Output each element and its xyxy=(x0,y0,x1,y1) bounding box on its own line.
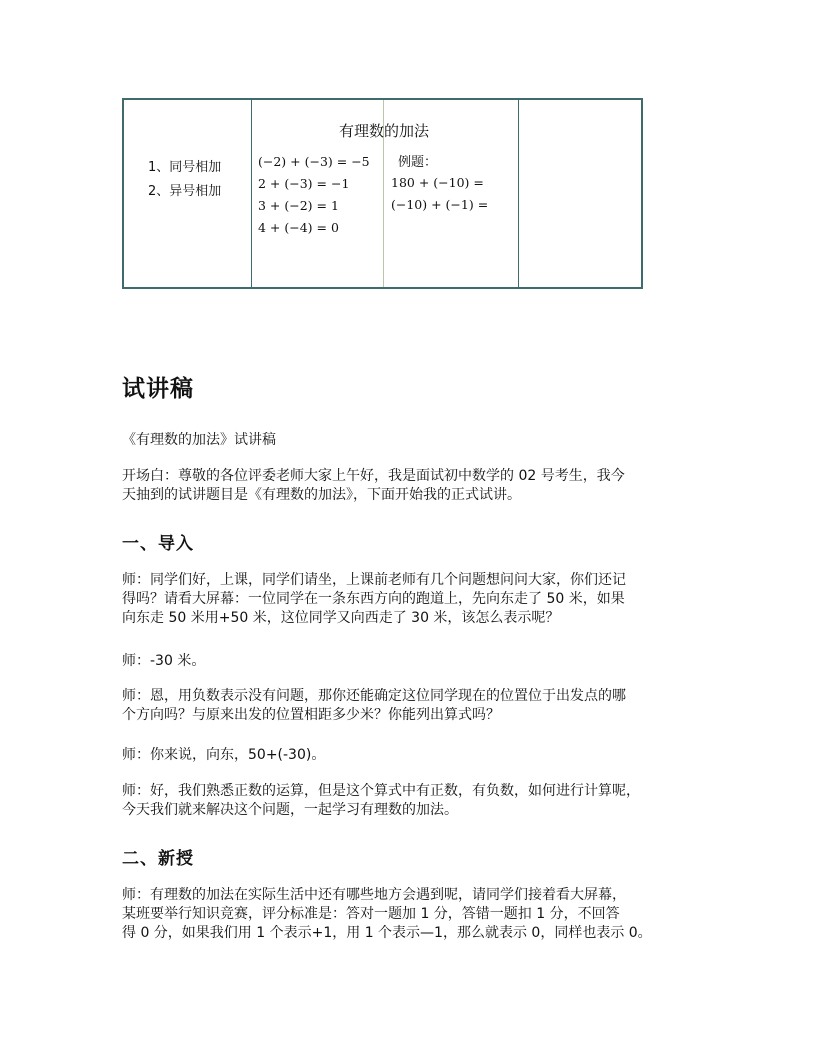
section-heading-intro: 一、导入 xyxy=(122,534,194,554)
paragraph xyxy=(122,782,722,820)
text-line: 个方向吗？与原来出发的位置相距多少米？你能列出算式吗？ xyxy=(122,707,500,723)
text-line: 某班要举行知识竞赛，评分标准是：答对一题加 1 分，答错一题扣 1 分，不回答 xyxy=(122,906,620,922)
board-title: 有理数的加法 xyxy=(338,122,429,140)
equation: 4 + (−4) = 0 xyxy=(258,220,339,235)
text-line: 师：好，我们熟悉正数的运算，但是这个算式中有正数，有负数，如何进行计算呢， xyxy=(122,783,640,799)
text-line: 师：有理数的加法在实际生活中还有哪些地方会遇到呢，请同学们接着看大屏幕， xyxy=(122,887,626,903)
column-divider xyxy=(518,100,519,287)
outline-item: 2、异号相加 xyxy=(148,184,222,199)
text-line: 得吗？请看大屏幕：一位同学在一条东西方向的跑道上，先向东走了 50 米，如果 xyxy=(122,591,625,607)
equation: 2 + (−3) = −1 xyxy=(258,176,350,191)
outline-item: 1、同号相加 xyxy=(148,160,222,175)
equation: 3 + (−2) = 1 xyxy=(258,198,339,213)
section-heading-new-lesson: 二、新授 xyxy=(122,849,194,869)
paragraph: 师：你来说，向东，50+(-30)。 xyxy=(122,747,326,763)
text-line: 今天我们就来解决这个问题，一起学习有理数的加法。 xyxy=(122,802,458,818)
example-label: 例题： xyxy=(398,155,438,170)
text-line: 师：恩，用负数表示没有问题，那你还能确定这位同学现在的位置位于出发点的哪 xyxy=(122,688,626,704)
equation: (−2) + (−3) = −5 xyxy=(258,154,370,169)
text-line: 师：同学们好，上课，同学们请坐，上课前老师有几个问题想问问大家，你们还记 xyxy=(122,572,626,588)
blackboard-table xyxy=(122,98,643,289)
text-line: 天抽到的试讲题目是《有理数的加法》，下面开始我的正式试讲。 xyxy=(122,487,521,503)
paragraph xyxy=(122,886,722,943)
text-line: 向东走 50 米用+50 米，这位同学又向西走了 30 米，该怎么表示呢？ xyxy=(122,610,560,626)
example-equation: (−10) + (−1) = xyxy=(391,197,489,212)
text-line: 得 0 分，如果我们用 1 个表示+1，用 1 个表示—1，那么就表示 0，同样也表示 0。 xyxy=(122,925,652,941)
paragraph xyxy=(122,687,722,725)
document-subtitle: 《有理数的加法》试讲稿 xyxy=(122,432,276,448)
paragraph xyxy=(122,571,722,628)
example-equation: 180 + (−10) = xyxy=(391,175,484,190)
opening-paragraph xyxy=(122,467,722,505)
column-divider xyxy=(251,100,252,287)
document-title: 试讲稿 xyxy=(122,376,194,402)
paragraph: 师：-30 米。 xyxy=(122,653,206,669)
text-line: 开场白：尊敬的各位评委老师大家上午好，我是面试初中数学的 02 号考生，我今 xyxy=(122,468,625,484)
